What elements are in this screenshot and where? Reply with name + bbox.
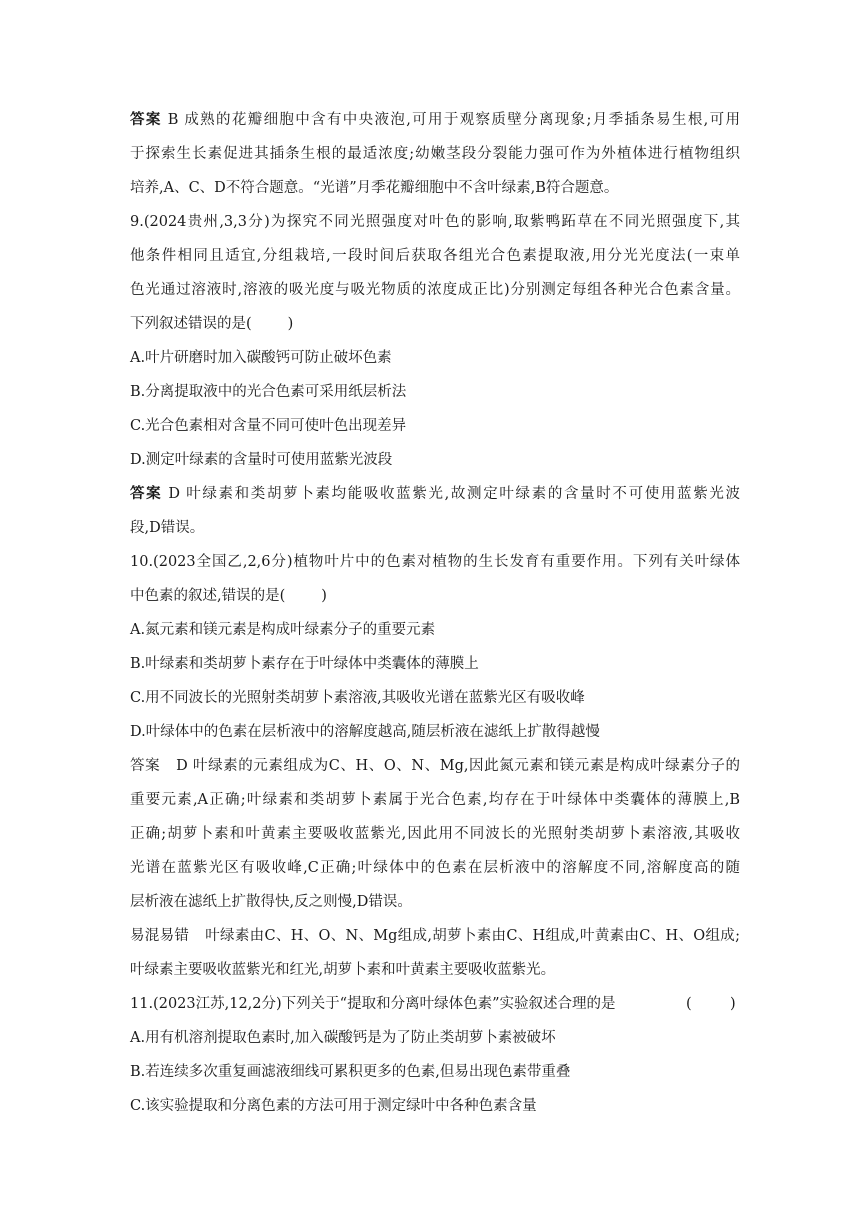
q9-option-b: B.分离提取液中的光合色素可采用纸层析法 xyxy=(130,384,407,400)
q10-tip-line-2: 叶绿素主要吸收蓝紫光和红光,胡萝卜素和叶黄素主要吸收蓝紫光。 xyxy=(130,962,556,978)
q11-option-b: B.若连续多次重复画滤液细线可累积更多的色素,但易出现色素带重叠 xyxy=(130,1064,571,1080)
q8-answer-line-3: 培养,A、C、D不符合题意。“光谱”月季花瓣细胞中不含叶绿素,B符合题意。 xyxy=(130,180,619,196)
q9-stem-line-3: 色光通过溶液时,溶液的吸光度与吸光物质的浓度成正比)分别测定每组各种光合色素含量。 xyxy=(130,282,740,298)
q11-option-a: A.用有机溶剂提取色素时,加入碳酸钙是为了防止类胡萝卜素被破坏 xyxy=(130,1030,556,1046)
q11-stem-line-1: 11.(2023江苏,12,2分)下列关于“提取和分离叶绿体色素”实验叙述合理的是 ( ) xyxy=(130,996,736,1012)
answer-bracket-open: ( xyxy=(686,996,692,1012)
q9-stem-line-2: 他条件相同且适宜,分组栽培,一段时间后获取各组光合色素提取液,用分光光度法(一束单 xyxy=(130,248,740,264)
q9-option-c: C.光合色素相对含量不同可使叶色出现差异 xyxy=(130,418,407,434)
q10-option-b: B.叶绿素和类胡萝卜素存在于叶绿体中类囊体的薄膜上 xyxy=(130,656,479,672)
q9-option-a: A.叶片研磨时加入碳酸钙可防止破坏色素 xyxy=(130,350,392,366)
answer-label: 答案 xyxy=(130,758,161,774)
q9-stem-line-4: 下列叙述错误的是( ) xyxy=(130,316,294,332)
q10-option-d: D.叶绿体中的色素在层析液中的溶解度越高,随层析液在滤纸上扩散得越慢 xyxy=(130,724,600,740)
tip-label: 易混易错 xyxy=(130,928,190,944)
q10-answer-line-3: 正确;胡萝卜素和叶黄素主要吸收蓝紫光,因此用不同波长的光照射类胡萝卜素溶液,其吸收 xyxy=(130,826,740,842)
q10-stem-line-2: 中色素的叙述,错误的是( ) xyxy=(130,588,327,604)
q10-option-c: C.用不同波长的光照射类胡萝卜素溶液,其吸收光谱在蓝紫光区有吸收峰 xyxy=(130,690,585,706)
q10-tip-line-1: 易混易错 叶绿素由C、H、O、N、Mg组成,胡萝卜素由C、H组成,叶黄素由C、H、O组成; xyxy=(130,928,740,944)
q9-answer-line-2: 段,D错误。 xyxy=(130,520,205,536)
q9-answer-line-1: 答案 D 叶绿素和类胡萝卜素均能吸收蓝紫光,故测定叶绿素的含量时不可使用蓝紫光波 xyxy=(130,485,741,502)
q9-stem-line-1: 9.(2024贵州,3,3分)为探究不同光照强度对叶色的影响,取紫鸭跖草在不同光照强度下,其 xyxy=(130,214,740,230)
answer-label: 答案 xyxy=(130,111,162,128)
q10-answer-line-4: 光谱在蓝紫光区有吸收峰,C正确;叶绿体中的色素在层析液中的溶解度不同,溶解度高的随 xyxy=(130,860,740,876)
q10-option-a: A.氮元素和镁元素是构成叶绿素分子的重要元素 xyxy=(130,622,436,638)
q10-answer-line-5: 层析液在滤纸上扩散得快,反之则慢,D错误。 xyxy=(130,894,412,910)
q10-answer-line-2: 重要元素,A正确;叶绿素和类胡萝卜素属于光合色素,均存在于叶绿体中类囊体的薄膜上,B xyxy=(130,792,740,808)
q8-answer-line-1: 答案 B 成熟的花瓣细胞中含有中央液泡,可用于观察质壁分离现象;月季插条易生根,可用 xyxy=(130,111,740,128)
q9-option-d: D.测定叶绿素的含量时可使用蓝紫光波段 xyxy=(130,452,393,468)
q10-answer-line-1: 答案 D 叶绿素的元素组成为C、H、O、N、Mg,因此氮元素和镁元素是构成叶绿素分子的 xyxy=(130,758,740,774)
answer-label: 答案 xyxy=(130,485,163,502)
q11-option-c: C.该实验提取和分离色素的方法可用于测定绿叶中各种色素含量 xyxy=(130,1098,537,1114)
q10-stem-line-1: 10.(2023全国乙,2,6分)植物叶片中的色素对植物的生长发育有重要作用。下列有关叶绿体 xyxy=(130,554,740,570)
answer-bracket-close: ) xyxy=(730,996,736,1012)
q8-answer-line-2: 于探索生长素促进其插条生根的最适浓度;幼嫩茎段分裂能力强可作为外植体进行植物组织 xyxy=(130,146,740,162)
